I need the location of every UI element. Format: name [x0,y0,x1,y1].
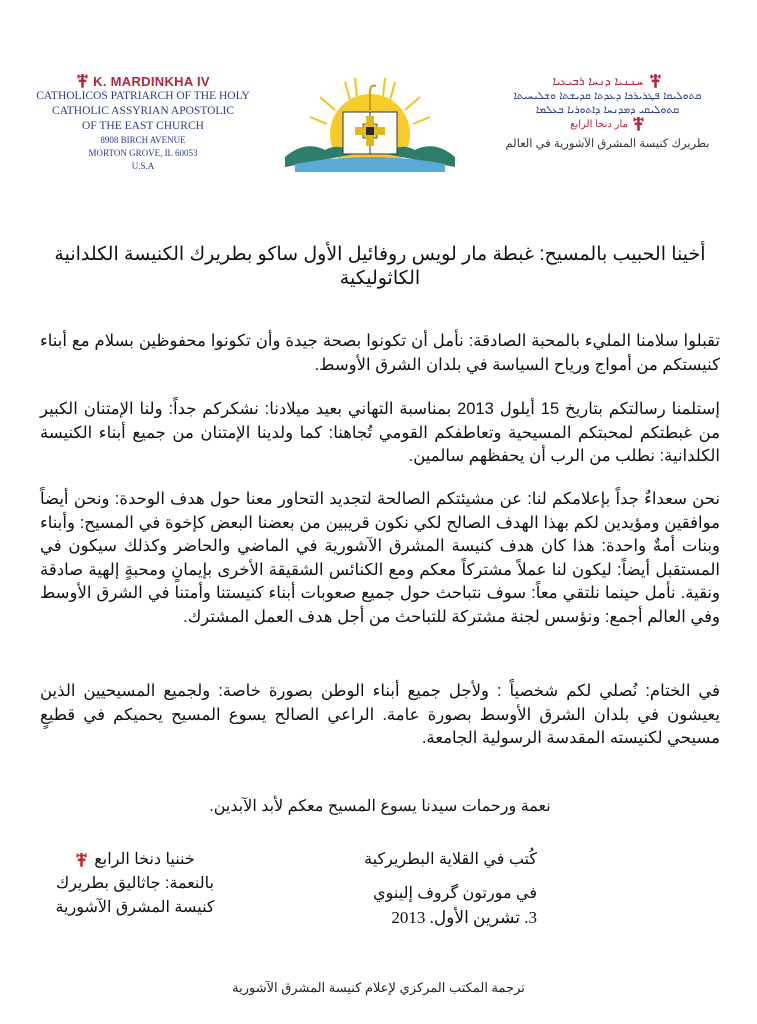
paragraph: تقبلوا سلامنا المليء بالمحبة الصادقة: نأمل أن تكونوا بصحة جيدة وأن تكونوا محفوظين بسلام مع أبناء كنيستكم من أمواج ورياح السياسة في بلدان الشرق الأوسط. [40,332,720,374]
paragraph: نحن سعداءٌ جداً بإعلامكم لنا: عن مشيئتكم الصالحة لتجديد التحاور معنا حول هدف الوحدة: ونحن أيضاً موافقين ومؤيدين لكم بهذا الهدف الصالح لكي نكون قريبين من بعضنا البعض كإخوة في المسيح: وأبناء وبنات أمةٌ واحدة: هذا كان هدف كنيسة المشرق الآشورية في الماضي والحاضر وكذلك سيكون في المستقبل أيضاً: ليكون لنا عملاً مشتركاً معكم ومع الكنائس الشقيقة الأخرى بإيمانٍ ومحبةٍ إلهية صادقة ونقية. نأمل حينما نلتقي معاً: سوف نتباحث حول جميع صعوبات أبناء كنيستنا وأمتنا في الشرق الأوسط وفي العالم أجمع: ونؤسس لجنة مشتركة للتباحث من أجل هدف العمل المشترك. [40,490,720,626]
address-line: U.S.A [131,161,155,171]
place-date-block [337,848,537,930]
signatory-church: كنيسة المشرق الآشورية [55,899,215,916]
cross-icon [649,74,662,89]
arabic-name-header: مار دنخا الرابع [465,117,750,132]
patriarch-name-header: K. MARDINKHA IV [18,74,268,89]
syriac-title-line: ܩܬܘܠܝܩܝ ܕܡܕܢܚܐ ܕܐܬܘܪܝܐ ܒܥܠܡܐ [535,104,680,116]
address-line: 8908 BIRCH AVENUE [100,135,186,145]
location: في مورتون گروف إلينوي [373,885,537,902]
letterhead-syriac-arabic [465,74,750,150]
signatory-title: بالنعمة: جاثاليق بطريرك [56,875,214,892]
date: 3. تشرين الأول. 2013 [391,908,537,927]
syriac-name-header: ܚܢܢܝܐ ܕܢܚܐ ܪܒܝܥܝܐ [465,74,750,89]
paragraph: في الختام: نُصلي لكم شخصياً : ولأجل جميع أبناء الوطن بصورة خاصة: ولجميع المسيحيين الذين يعيشون في بلدان الشرق الأوسط بصورة عامة. الراعي الصالح يسوع المسيح يحميكم في قطيعٍ مسيحي لكنيسته المقدسة الرسولية الجامعة. [40,682,720,747]
translation-footer: ترجمة المكتب المركزي لإعلام كنيسة المشرق الآشورية [232,980,525,995]
church-emblem [285,72,455,172]
paragraph: إستلمنا رسالتكم بتاريخ 15 أيلول 2013 بمناسبة التهاني بعيد ميلادنا: نشكركم جداً: ولنا الإمتنان الكبير من غبطتكم لمحبتكم المسيحية وتعاطفكم القومي تُجاهنا: كما ولدينا الإمتنان من جميع أبناء الكنيسة الكلدانية: نطلب من الرب أن يحفظهم سالمين. [40,400,720,465]
title-line: CATHOLICOS PATRIARCH OF THE HOLY [36,90,250,102]
salutation: أخينا الحبيب بالمسيح: غبطة مار لويس روفائيل الأول ساكو بطريرك الكنيسة الكلدانية الكاثوليكية [54,244,706,289]
address-line: MORTON GROVE, IL 60053 [88,148,198,158]
title-line: OF THE EAST CHURCH [82,120,204,132]
closing-blessing: نعمة ورحمات سيدنا يسوع المسيح معكم لأبد الآبدين. [209,798,551,815]
arabic-title: بطريرك كنيسة المشرق الآشورية في العالم [505,138,710,150]
title-line: CATHOLIC ASSYRIAN APOSTOLIC [52,105,234,117]
cross-icon [76,74,89,89]
signatory-name: خننيا دنخا الرابع [94,851,195,868]
letterhead-english [18,74,268,173]
syriac-title-line: ܩܬܘܠܝܩܐ ܦܛܪܝܪܟܐ ܕܥܕܬܐ ܩܕܝܫܬܐ ܘܫܠܝܚܝܬܐ [513,90,702,102]
written-at: كُتب في القلاية البطريركية [364,851,537,868]
signature-block [40,848,230,920]
cross-icon [632,117,645,132]
cross-icon [75,853,88,868]
